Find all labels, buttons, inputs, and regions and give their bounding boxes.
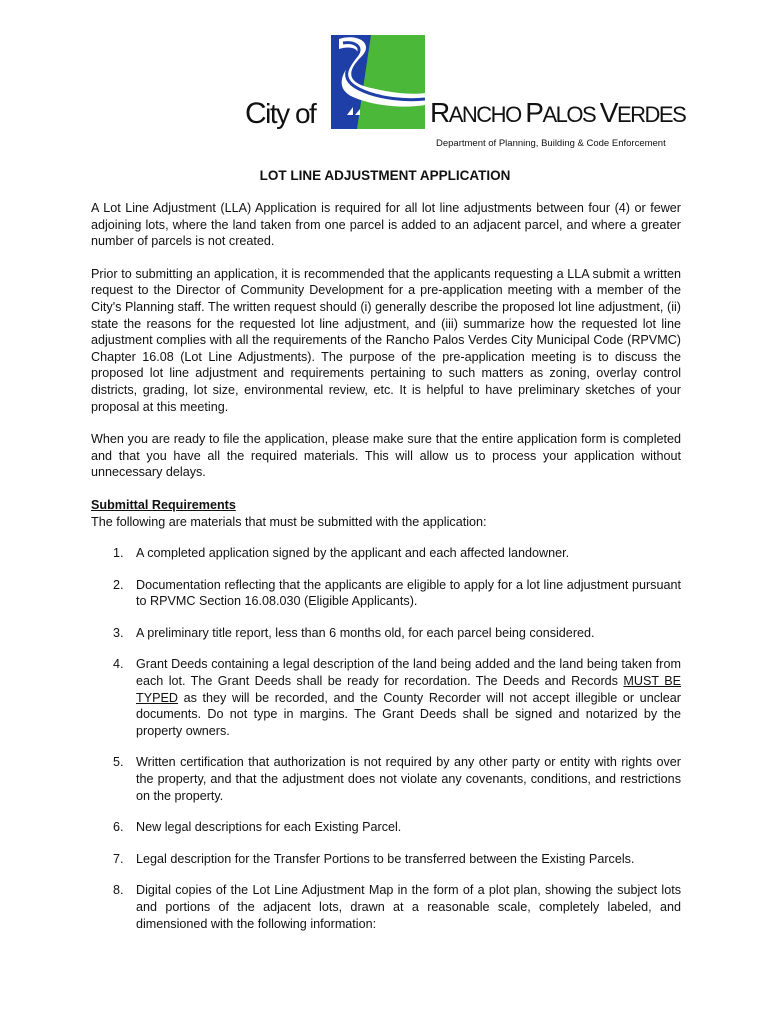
filing-paragraph: When you are ready to file the application, please make sure that the entire application form is completed and that you have all the required materials. This will allow us to process your application without unnecessary delays. bbox=[91, 432, 681, 480]
letterhead bbox=[0, 0, 770, 160]
department-name: Department of Planning, Building & Code Enforcement bbox=[436, 138, 666, 149]
list-item: 4. Grant Deeds containing a legal description of the land being added and the land being taken from each lot. The Grant Deeds shall be ready for recordation. The Deeds and Records MUST BE TYPED as they will be recorded, and the County Recorder will not accept illegible or unclear documents. Do not type in margins. The Grant Deeds shall be signed and notarized by the property owners. bbox=[113, 657, 682, 738]
list-item: 3. A preliminary title report, less than 6 months old, for each parcel being considered. bbox=[113, 625, 595, 640]
requirements-list bbox=[91, 545, 681, 932]
submittal-heading: Submittal Requirements bbox=[91, 497, 236, 512]
intro-paragraph: A Lot Line Adjustment (LLA) Application is required for all lot line adjustments between four (4) or fewer adjoining lots, where the land taken from one parcel is added to an adjacent parcel, and where a greater number of parcels is not created. bbox=[91, 201, 681, 249]
document-title: LOT LINE ADJUSTMENT APPLICATION bbox=[259, 168, 511, 183]
list-number: 4. bbox=[113, 657, 124, 672]
city-name: RANCHO PALOS VERDES bbox=[430, 97, 686, 128]
pre-application-paragraph: Prior to submitting an application, it is recommended that the applicants requesting a LLA submit a written request to the Director of Community Development for a pre-application meeting with a member of the City's Planning staff. The written request should (i) generally describe the proposed lot line adjustment, (ii) state the reasons for the requested lot line adjustment, and (iii) summarize how the requested lot line adjustment complies with all the requirements of the Rancho Palos Verdes City Municipal Code (RPVMC) Chapter 16.08 (Lot Line Adjustments). The purpose of the pre-application meeting is to discuss the proposed lot line adjustment and requirements pertaining to such matters as zoning, overlay control districts, grading, lot size, environmental review, etc. It is helpful to have preliminary sketches of your proposal at this meeting. bbox=[91, 266, 681, 414]
list-number: 1. bbox=[113, 546, 124, 561]
list-item: 7. Legal description for the Transfer Portions to be transferred between the Existing Parcels. bbox=[113, 851, 635, 866]
list-item: 1. A completed application signed by the applicant and each affected landowner. bbox=[113, 546, 570, 561]
list-number: 5. bbox=[113, 755, 124, 770]
list-number: 3. bbox=[113, 625, 124, 640]
list-number: 8. bbox=[113, 883, 124, 898]
city-of-label: City of bbox=[245, 97, 316, 130]
must-be-typed-emphasis: MUST BE TYPED bbox=[136, 674, 682, 705]
list-number: 7. bbox=[113, 851, 124, 866]
list-item: 5. Written certification that authorization is not required by any other party or entity with rights over the property, and that the adjustment does not violate any covenants, conditions, and restrictions on the property. bbox=[113, 755, 681, 803]
submittal-intro: The following are materials that must be submitted with the application: bbox=[91, 514, 487, 529]
list-item: 6. New legal descriptions for each Existing Parcel. bbox=[113, 820, 402, 835]
city-logo bbox=[331, 35, 425, 129]
list-item: 2. Documentation reflecting that the applicants are eligible to apply for a lot line adjustment pursuant to RPVMC Section 16.08.030 (Eligible Applicants). bbox=[113, 577, 681, 609]
document-body bbox=[91, 200, 681, 947]
list-number: 2. bbox=[113, 577, 124, 592]
list-number: 6. bbox=[113, 820, 124, 835]
list-item: 8. Digital copies of the Lot Line Adjustment Map in the form of a plot plan, showing the subject lots and portions of the adjacent lots, drawn at a reasonable scale, completely labeled, and dimensioned with the following information: bbox=[113, 883, 681, 931]
